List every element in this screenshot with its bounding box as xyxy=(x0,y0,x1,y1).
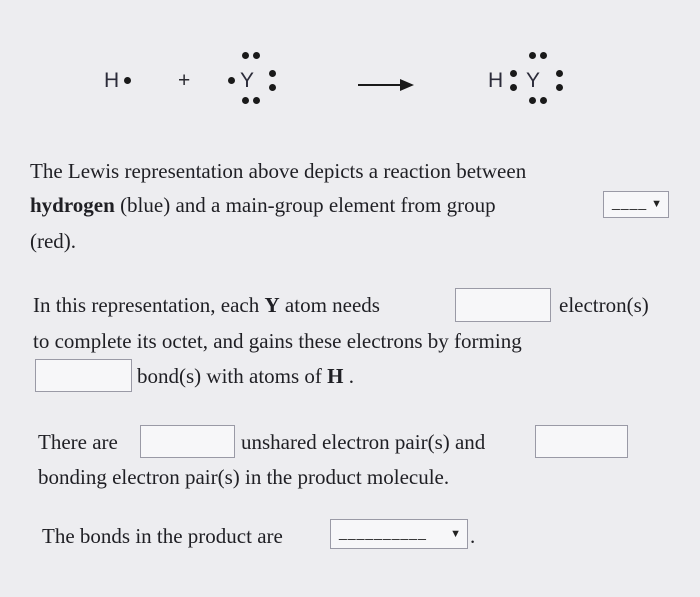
lewis-reaction xyxy=(0,0,700,130)
h-atom-symbol: H xyxy=(327,364,344,388)
bond-type-select-value: __________ xyxy=(339,524,427,540)
hydrogen-valence-dot xyxy=(124,77,131,84)
y-atom-symbol: Y xyxy=(264,293,280,317)
unshared-pairs-input[interactable] xyxy=(140,425,235,458)
paragraph2-line1-mid: atom needs xyxy=(279,293,380,317)
product-hydrogen-symbol: H xyxy=(488,69,504,92)
paragraph4-period: . xyxy=(470,524,476,548)
paragraph2-line3 xyxy=(137,366,354,387)
y-right-dot-1 xyxy=(269,70,276,77)
plus-sign: + xyxy=(178,69,191,92)
y-bottom-dot-1 xyxy=(242,97,249,104)
paragraph2-line2: to complete its octet, and gains these electrons by forming xyxy=(33,329,522,353)
group-select[interactable] xyxy=(603,191,669,218)
bond-pair-dot-2 xyxy=(510,84,517,91)
bond-type-select[interactable] xyxy=(330,519,468,549)
group-select-value: ____ xyxy=(612,194,648,210)
reactant-y-symbol: Y xyxy=(240,69,255,92)
paragraph1-line3: (red). xyxy=(30,229,77,253)
electrons-needed-input[interactable] xyxy=(455,288,551,322)
chevron-down-icon: ▼ xyxy=(651,198,662,210)
paragraph1-line2-text: (blue) and a main-group element from group xyxy=(114,193,496,217)
y-top-dot-1 xyxy=(242,52,249,59)
reaction-arrow xyxy=(358,78,414,92)
reactant-hydrogen-symbol: H xyxy=(104,69,120,92)
product-y-bottom-dot-2 xyxy=(540,97,547,104)
chevron-down-icon: ▼ xyxy=(450,528,461,540)
bonding-pairs-input[interactable] xyxy=(535,425,628,458)
bonds-formed-input[interactable] xyxy=(35,359,132,392)
product-y-top-dot-1 xyxy=(529,52,536,59)
product-y-right-dot-2 xyxy=(556,84,563,91)
paragraph2-line3-mid: bond(s) with atoms of xyxy=(137,364,328,388)
product-y-bottom-dot-1 xyxy=(529,97,536,104)
paragraph1-line1: The Lewis representation above depicts a reaction between xyxy=(30,159,527,183)
product-y-symbol: Y xyxy=(526,69,541,92)
product-y-right-dot-1 xyxy=(556,70,563,77)
y-top-dot-2 xyxy=(253,52,260,59)
y-right-dot-2 xyxy=(269,84,276,91)
paragraph4-line1: The bonds in the product are xyxy=(42,524,283,548)
paragraph2-line1 xyxy=(33,295,380,316)
product-y-top-dot-2 xyxy=(540,52,547,59)
y-bottom-dot-2 xyxy=(253,97,260,104)
y-left-dot xyxy=(228,77,235,84)
paragraph2-line1-end: electron(s) xyxy=(559,293,649,317)
paragraph3-line1-mid: unshared electron pair(s) and xyxy=(241,430,486,454)
paragraph3-line2: bonding electron pair(s) in the product molecule. xyxy=(38,465,450,489)
paragraph3-line1-start: There are xyxy=(38,430,118,454)
bond-pair-dot-1 xyxy=(510,70,517,77)
hydrogen-word: hydrogen xyxy=(30,193,115,217)
paragraph2-line1-start: In this representation, each xyxy=(33,293,265,317)
paragraph2-line3-end: . xyxy=(343,364,354,388)
paragraph1-line2 xyxy=(30,195,496,216)
